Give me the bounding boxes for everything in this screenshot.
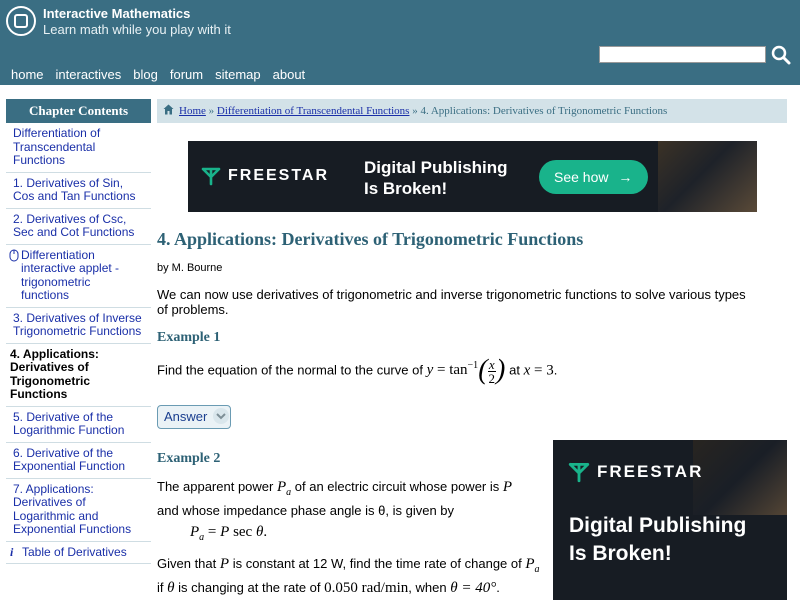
site-title[interactable]: Interactive Mathematics xyxy=(43,6,191,21)
math-Pa xyxy=(276,479,292,498)
math-sub-a: a xyxy=(534,564,540,575)
ex2-t3: and whose impedance phase angle is θ, is given by xyxy=(157,503,455,518)
sidebar-item-applications-trig xyxy=(6,344,151,407)
formula-rhs-P: P xyxy=(220,524,230,540)
frac-den: 2 xyxy=(488,370,496,386)
sidebar-item-label: 1. Derivatives of Sin, Cos and Tan Functions xyxy=(13,175,136,203)
frac-num: x xyxy=(488,356,495,372)
search-button[interactable] xyxy=(770,44,792,66)
breadcrumb-separator: » xyxy=(412,105,418,117)
math-eq3: = 3 xyxy=(530,362,554,379)
site-header xyxy=(0,0,800,85)
sidebar-item-label: 2. Derivatives of Csc, Sec and Cot Functions xyxy=(13,211,135,239)
ad-headline-line1: Digital Publishing xyxy=(569,514,747,537)
ex1-text: Find the equation of the normal to the curve of xyxy=(157,362,423,378)
formula-dot: . xyxy=(263,524,268,540)
ad-logo xyxy=(567,460,703,484)
sidebar-item-label: 5. Derivative of the Logarithmic Function xyxy=(13,409,125,437)
chapter-sidebar xyxy=(6,99,151,564)
math-P: P xyxy=(219,556,230,572)
ex2-t5: is constant at 12 W, find the time rate of change of xyxy=(232,556,522,571)
ad-cta-button[interactable] xyxy=(539,160,648,194)
ex1-period: . xyxy=(553,362,558,378)
ad-banner-top[interactable] xyxy=(188,141,757,212)
example-2-heading: Example 2 xyxy=(157,451,221,466)
chevron-down-icon xyxy=(213,408,229,424)
site-tagline: Learn math while you play with it xyxy=(43,22,231,37)
sidebar-item-label: Differentiation of Transcendental Functions xyxy=(13,126,101,167)
sidebar-item-label: Differentiation interactive applet - trigonometric functions xyxy=(21,247,120,302)
ex2-t1: The apparent power xyxy=(157,479,274,494)
ad-headline xyxy=(364,157,508,199)
math-Pa xyxy=(525,556,540,575)
nav-blog[interactable]: blog xyxy=(133,67,158,82)
page-title: 4. Applications: Derivatives of Trigonometric Functions xyxy=(157,229,584,249)
nav-home[interactable]: home xyxy=(11,67,44,82)
breadcrumb xyxy=(157,99,787,123)
math-sup: −1 xyxy=(467,360,479,372)
freestar-logo-icon xyxy=(567,460,591,484)
breadcrumb-separator: » xyxy=(208,105,215,117)
math-fraction xyxy=(488,358,497,385)
answer-label: Answer xyxy=(164,409,208,424)
ex1-math: $y = \tan^{-1}$( $\frac{x}{2}$ ) xyxy=(426,355,506,386)
sidebar-item-applet[interactable] xyxy=(6,245,151,308)
example-2-formula xyxy=(190,524,267,543)
math-sub-a: a xyxy=(286,487,292,498)
math-when: θ = 40° xyxy=(450,580,497,596)
search-input[interactable] xyxy=(599,46,766,63)
breadcrumb-parent-link[interactable]: Differentiation of Transcendental Functions xyxy=(216,105,410,117)
info-icon: i xyxy=(10,544,14,559)
sidebar-item-inverse-trig[interactable] xyxy=(6,308,151,344)
math-rate: 0.050 rad/min xyxy=(324,580,409,596)
sidebar-item-transcendental[interactable] xyxy=(6,123,151,173)
ad-cta-label: See how xyxy=(554,169,609,185)
example-2-text-1 xyxy=(157,478,537,520)
ex1-at: at xyxy=(509,362,520,378)
site-logo[interactable] xyxy=(6,6,36,36)
ex2-t4: Given that xyxy=(157,556,217,571)
formula-eq: = xyxy=(204,524,221,540)
sidebar-item-label: 6. Derivative of the Exponential Function xyxy=(13,445,126,473)
ad-photo xyxy=(693,440,787,515)
ad-banner-side[interactable] xyxy=(553,440,787,600)
sidebar-item-label: 3. Derivatives of Inverse Trigonometric Functions xyxy=(13,310,142,338)
math-y: y xyxy=(426,362,434,379)
example-1-text xyxy=(157,357,557,385)
nav-forum[interactable]: forum xyxy=(169,67,204,82)
byline: by M. Bourne xyxy=(157,262,223,274)
math-theta: θ xyxy=(167,580,175,596)
sidebar-item-logarithmic[interactable] xyxy=(6,407,151,443)
intro-paragraph: We can now use derivatives of trigonometric and inverse trigonometric functions to solve various types of problems. xyxy=(157,287,746,317)
example-2-text-2 xyxy=(157,555,542,597)
example-1-heading: Example 1 xyxy=(157,330,221,345)
answer-toggle-button[interactable] xyxy=(157,405,231,429)
home-icon[interactable] xyxy=(163,104,174,115)
nav-sitemap[interactable]: sitemap xyxy=(215,67,261,82)
sidebar-item-csc-sec-cot[interactable] xyxy=(6,209,151,245)
math-x: x xyxy=(523,362,531,379)
math-P: P xyxy=(502,479,513,495)
arrow-right-icon: → xyxy=(618,169,633,185)
ad-brand: FREESTAR xyxy=(597,462,704,481)
chapter-contents-heading: Chapter Contents xyxy=(6,99,151,123)
main-nav xyxy=(11,67,317,82)
breadcrumb-home-link[interactable]: Home xyxy=(179,105,206,117)
formula-sec: sec xyxy=(229,524,256,540)
sidebar-item-exponential[interactable] xyxy=(6,443,151,479)
ad-headline xyxy=(569,512,746,568)
formula-P: P xyxy=(190,524,200,540)
math-tan: tan xyxy=(449,362,468,379)
math-P: P xyxy=(525,556,535,572)
ex2-t6: if xyxy=(157,580,164,595)
ad-headline-line1: Digital Publishing xyxy=(364,158,508,177)
nav-about[interactable]: about xyxy=(272,67,306,82)
formula-theta: θ xyxy=(255,524,264,540)
math-eq: = xyxy=(433,362,450,379)
ex2-t2: of an electric circuit whose power is xyxy=(294,479,500,494)
sidebar-item-label: 7. Applications: Derivatives of Logarithmic and Exponential Functions xyxy=(13,481,132,536)
nav-interactives[interactable]: interactives xyxy=(55,67,122,82)
ad-headline-line2: Is Broken! xyxy=(569,542,672,565)
sidebar-item-table-of-derivatives[interactable] xyxy=(6,542,151,565)
sidebar-item-applications-log-exp[interactable] xyxy=(6,479,151,542)
ex2-t7: is changing at the rate of xyxy=(178,580,321,595)
formula-sub-a: a xyxy=(199,532,205,543)
sidebar-item-sin-cos-tan[interactable] xyxy=(6,173,151,209)
sidebar-item-label: Table of Derivatives xyxy=(22,544,127,559)
freestar-logo-icon xyxy=(200,165,222,187)
ad-photo xyxy=(658,141,757,212)
ex2-t8: , when xyxy=(408,580,447,595)
ex1-math-x xyxy=(524,362,554,378)
math-P: P xyxy=(276,479,287,495)
ex2-t9: . xyxy=(496,580,500,595)
breadcrumb-current: 4. Applications: Derivatives of Trigonometric Functions xyxy=(420,105,668,117)
ad-logo xyxy=(200,165,329,187)
ad-headline-line2: Is Broken! xyxy=(364,179,448,198)
ad-brand: FREESTAR xyxy=(228,167,330,184)
search-icon xyxy=(770,44,792,66)
mouse-icon xyxy=(9,249,21,303)
sidebar-item-label: 4. Applications: Derivatives of Trigonometric Functions xyxy=(10,346,99,401)
